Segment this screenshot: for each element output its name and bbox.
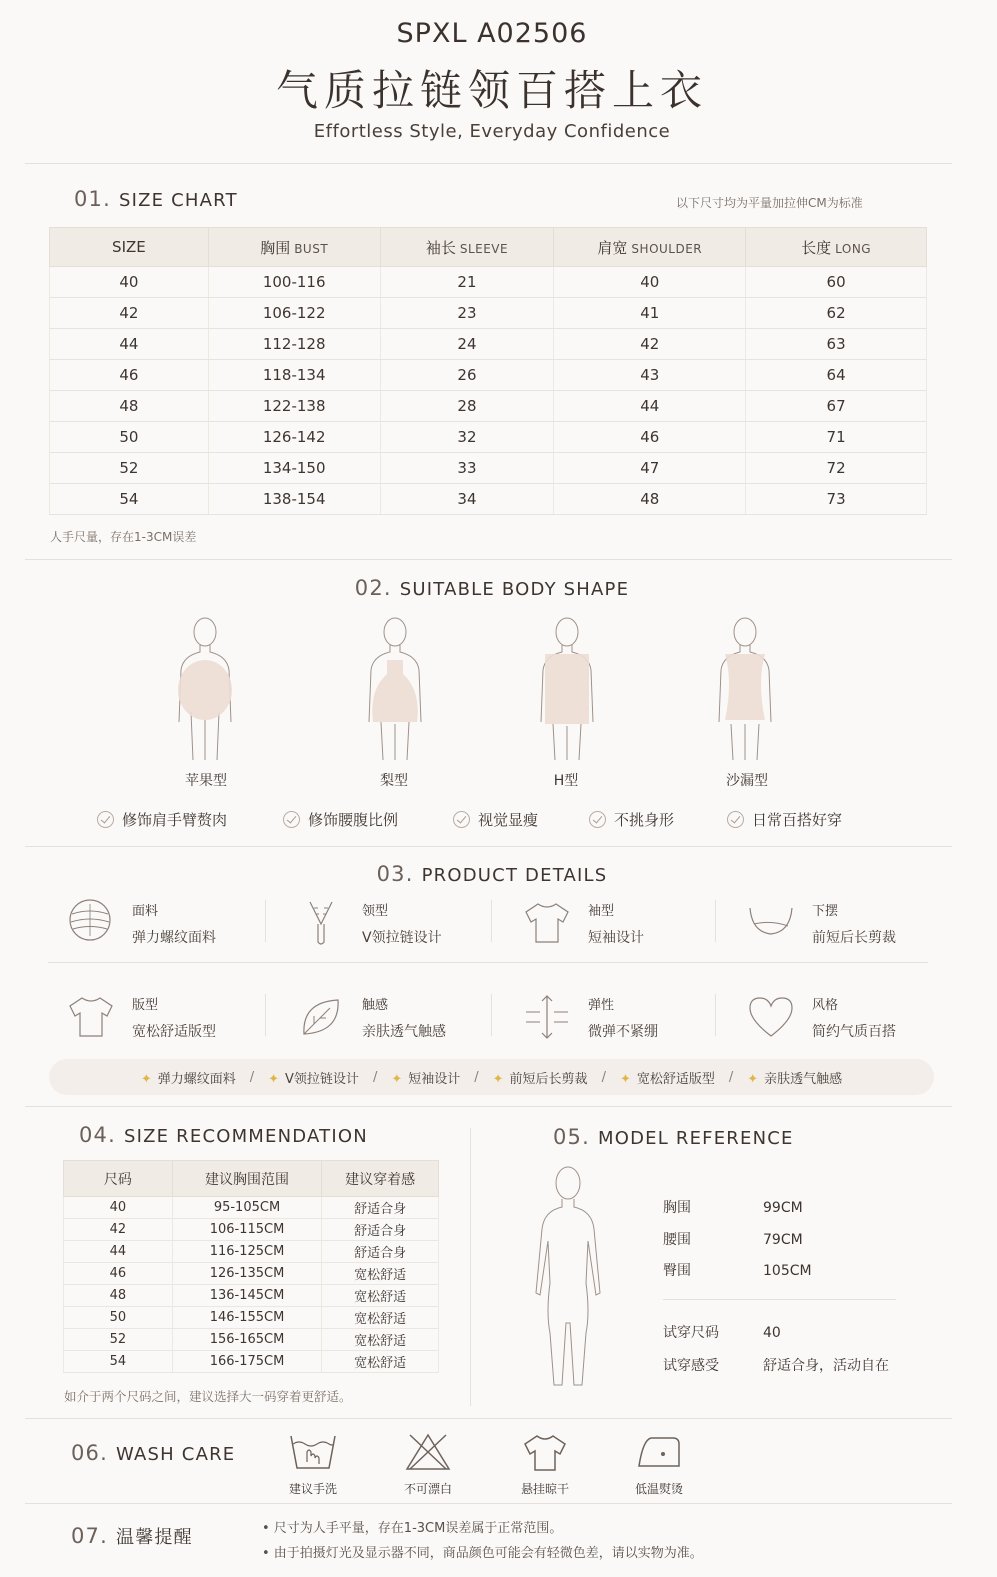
table-cell: 126-135CM [172,1263,322,1285]
table-cell: 33 [380,453,554,484]
product-subtitle: Effortless Style, Everyday Confidence [313,121,671,142]
table-cell: 42 [50,298,209,329]
table-cell: 73 [746,484,927,515]
table-row [64,1329,439,1351]
no-bleach-icon [404,1432,452,1472]
table-cell: 40 [64,1197,173,1219]
vertical-divider [470,1128,471,1406]
table-cell: 48 [554,484,746,515]
feature-tag: ✦ 宽松舒适版型 [619,1071,715,1087]
detail-elastic: 弹性 微弹不紧绷 [522,992,658,1042]
table-cell: 64 [746,360,927,391]
table-header-row [50,228,927,267]
table-cell: 40 [554,267,746,298]
size-chart-note: 以下尺寸均为平量加拉伸CM为标准 [676,196,863,210]
divider [25,163,952,164]
shape-label-pear: 梨型 [380,773,408,789]
table-cell: 舒适合身 [322,1197,439,1219]
divider [25,559,952,560]
size-recommendation-table [63,1160,439,1373]
wash-heading: 06. WASH CARE [71,1441,236,1465]
section-title: SIZE CHART [119,190,238,211]
table-cell: 34 [380,484,554,515]
apple-shape-figure [165,612,245,762]
wash-hand: 建议手洗 [268,1432,358,1497]
tip-line: • 由于拍摄灯光及显示器不同，商品颜色可能会有轻微色差，请以实物为准。 [262,1546,703,1561]
table-cell: 23 [380,298,554,329]
product-code: SPXL A02506 [396,18,588,49]
section-number: 01. [74,187,111,211]
tshirt-icon [522,898,572,948]
detail-collar: 领型 V领拉链设计 [296,898,442,948]
body-shape-heading: 02. SUITABLE BODY SHAPE [354,576,630,600]
check-circle-icon [589,811,606,828]
table-cell: 44 [50,329,209,360]
table-cell: 50 [50,422,209,453]
feature-tag: ✦ 弹力螺纹面料 [140,1071,236,1087]
table-cell: 宽松舒适 [322,1263,439,1285]
table-cell: 60 [746,267,927,298]
table-row [64,1197,439,1219]
table-cell: 63 [746,329,927,360]
table-cell: 43 [554,360,746,391]
detail-fit: 版型 宽松舒适版型 [66,992,216,1042]
table-cell: 44 [64,1241,173,1263]
table-row [64,1263,439,1285]
table-cell: 宽松舒适 [322,1329,439,1351]
table-cell: 32 [380,422,554,453]
table-cell: 126-142 [208,422,380,453]
divider [25,1503,952,1504]
stretch-icon [522,992,572,1042]
detail-style: 风格 简约气质百搭 [746,992,896,1042]
divider [48,962,928,963]
benefit-item: 日常百搭好穿 [727,809,842,830]
detail-touch: 触感 亲肤透气触感 [296,992,446,1042]
shape-label-h: H型 [553,773,579,789]
check-circle-icon [727,811,744,828]
col-header: 肩宽 SHOULDER [554,228,746,267]
table-cell: 95-105CM [172,1197,322,1219]
table-cell: 67 [746,391,927,422]
divider [663,1299,896,1300]
table-cell: 106-115CM [172,1219,322,1241]
table-cell: 100-116 [208,267,380,298]
table-cell: 122-138 [208,391,380,422]
table-row [64,1307,439,1329]
table-cell: 106-122 [208,298,380,329]
fabric-icon [66,898,116,948]
table-row [50,267,927,298]
divider [491,900,492,942]
wash-no-bleach: 不可漂白 [383,1432,473,1497]
table-cell: 134-150 [208,453,380,484]
table-cell: 26 [380,360,554,391]
table-row [64,1241,439,1263]
table-cell: 71 [746,422,927,453]
zipper-icon [296,898,346,948]
details-heading: 03. PRODUCT DETAILS [376,862,608,886]
table-cell: 166-175CM [172,1351,322,1373]
table-cell: 44 [554,391,746,422]
table-cell: 24 [380,329,554,360]
table-row [50,360,927,391]
sparkle-icon: ✦ [492,1071,504,1087]
table-cell: 舒适合身 [322,1241,439,1263]
model-heading: 05. MODEL REFERENCE [553,1125,794,1149]
table-row [50,453,927,484]
col-header: 长度 LONG [746,228,927,267]
divider [25,846,952,847]
table-cell: 54 [64,1351,173,1373]
wash-hang-dry: 悬挂晾干 [500,1432,590,1497]
feature-tag: ✦ 短袖设计 [391,1071,461,1087]
divider [265,994,266,1036]
table-cell: 21 [380,267,554,298]
col-header: 胸围 BUST [208,228,380,267]
hourglass-shape-figure [705,612,785,762]
feature-tag-bar: ✦ 弹力螺纹面料 / ✦ V领拉链设计 / ✦ 短袖设计 / ✦ 前短后长剪裁 / ✦ 宽松舒适版型 / ✦ 亲肤透气触感 [49,1059,934,1095]
col-header: 袖长 SLEEVE [380,228,554,267]
detail-sleeve: 袖型 短袖设计 [522,898,644,948]
iron-icon [635,1432,683,1472]
detail-fabric: 面料 弹力螺纹面料 [66,898,216,948]
table-cell: 118-134 [208,360,380,391]
shape-label-hourglass: 沙漏型 [726,773,768,789]
col-header: 建议胸围范围 [172,1161,322,1197]
model-measure-waist: 腰围 79CM [663,1232,803,1248]
table-cell: 62 [746,298,927,329]
table-header-row [64,1161,439,1197]
benefit-item: 视觉显瘦 [453,809,538,830]
tips-heading: 07. 温馨提醒 [71,1524,193,1548]
table-cell: 54 [50,484,209,515]
hand-wash-icon [289,1432,337,1472]
sparkle-icon: ✦ [140,1071,152,1087]
feature-tag: ✦ 前短后长剪裁 [492,1071,588,1087]
recommendation-note: 如介于两个尺码之间，建议选择大一码穿着更舒适。 [64,1389,352,1404]
table-cell: 156-165CM [172,1329,322,1351]
sparkle-icon: ✦ [747,1071,759,1087]
table-row [50,329,927,360]
table-cell: 72 [746,453,927,484]
size-chart-table [49,227,927,515]
sparkle-icon: ✦ [268,1071,280,1087]
feature-tag: ✦ 亲肤透气触感 [747,1071,843,1087]
table-cell: 52 [50,453,209,484]
detail-hem: 下摆 前短后长剪裁 [746,898,896,948]
table-cell: 146-155CM [172,1307,322,1329]
divider [491,994,492,1036]
table-cell: 48 [64,1285,173,1307]
table-cell: 46 [64,1263,173,1285]
divider [265,900,266,942]
model-measure-hip: 臀围 105CM [663,1263,812,1279]
table-cell: 宽松舒适 [322,1307,439,1329]
table-cell: 112-128 [208,329,380,360]
sparkle-icon: ✦ [619,1071,631,1087]
divider [715,994,716,1036]
table-cell: 48 [50,391,209,422]
model-fit-size: 试穿尺码 40 [663,1325,781,1341]
col-header: 建议穿着感 [322,1161,439,1197]
divider [25,1106,952,1107]
table-cell: 42 [554,329,746,360]
check-circle-icon [453,811,470,828]
model-fit-feel: 试穿感受 舒适合身，活动自在 [663,1358,889,1374]
recommendation-heading: 04. SIZE RECOMMENDATION [79,1123,368,1147]
table-row [50,422,927,453]
divider [715,900,716,942]
table-cell: 40 [50,267,209,298]
size-chart-heading [74,187,238,211]
product-title: 气质拉链领百搭上衣 [275,66,708,115]
table-cell: 舒适合身 [322,1219,439,1241]
model-measure-bust: 胸围 99CM [663,1200,803,1216]
table-cell: 50 [64,1307,173,1329]
table-row [50,484,927,515]
divider [25,1418,952,1419]
table-cell: 116-125CM [172,1241,322,1263]
heart-icon [746,992,796,1042]
h-shape-figure [527,612,607,762]
leaf-icon [296,992,346,1042]
col-header: 尺码 [64,1161,173,1197]
table-cell: 47 [554,453,746,484]
table-cell: 42 [64,1219,173,1241]
shape-label-apple: 苹果型 [185,773,227,789]
table-row [64,1285,439,1307]
pear-shape-figure [355,612,435,762]
size-chart-footnote: 人手尺量，存在1-3CM误差 [50,530,197,544]
feature-tag: ✦ V领拉链设计 [268,1071,359,1087]
table-cell: 宽松舒适 [322,1351,439,1373]
wash-low-iron: 低温熨烫 [614,1432,704,1497]
table-row [64,1219,439,1241]
table-cell: 136-145CM [172,1285,322,1307]
table-cell: 46 [50,360,209,391]
table-cell: 41 [554,298,746,329]
table-row [50,391,927,422]
table-cell: 52 [64,1329,173,1351]
table-row [50,298,927,329]
hem-icon [746,898,796,948]
check-circle-icon [283,811,300,828]
table-cell: 46 [554,422,746,453]
col-header: SIZE [50,228,209,267]
shirt-fit-icon [66,992,116,1042]
table-row [64,1351,439,1373]
tip-line: • 尺寸为人手平量，存在1-3CM误差属于正常范围。 [262,1521,563,1536]
table-cell: 宽松舒适 [322,1285,439,1307]
table-cell: 138-154 [208,484,380,515]
hang-dry-icon [521,1432,569,1472]
check-circle-icon [97,811,114,828]
benefit-item: 不挑身形 [589,809,674,830]
benefit-item: 修饰腰腹比例 [283,809,398,830]
benefit-item: 修饰肩手臂赘肉 [97,809,227,830]
model-figure [528,1163,608,1389]
sparkle-icon: ✦ [391,1071,403,1087]
table-cell: 28 [380,391,554,422]
